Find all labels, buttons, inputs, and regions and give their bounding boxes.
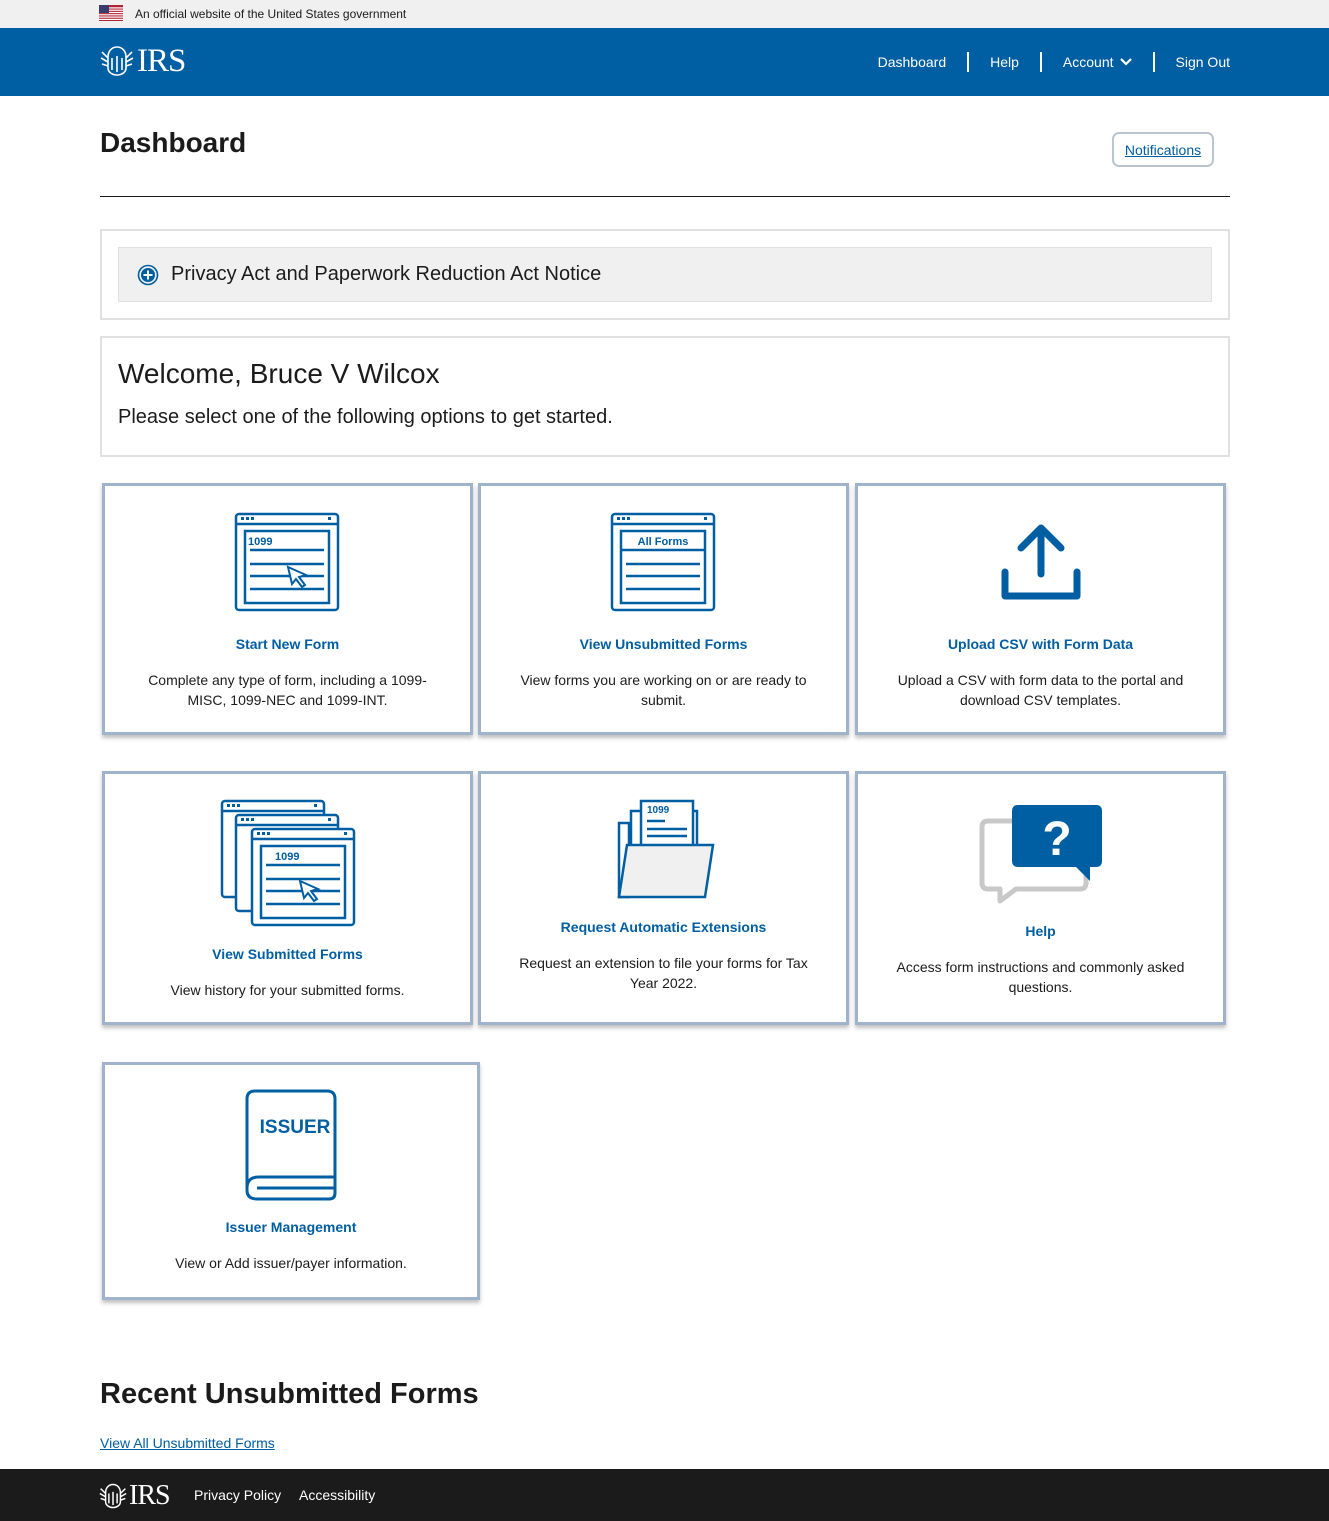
- card-title: View Submitted Forms: [212, 946, 363, 962]
- privacy-label: Privacy Act and Paperwork Reduction Act Notice: [171, 263, 602, 285]
- main-nav: [878, 52, 1230, 72]
- welcome-title: Welcome, Bruce V Wilcox: [118, 358, 440, 389]
- view-all-unsubmitted-link[interactable]: View All Unsubmitted Forms: [100, 1435, 275, 1451]
- card-issuer-management[interactable]: [102, 1062, 480, 1300]
- card-description: Access form instructions and commonly asked questions.: [896, 959, 1185, 995]
- welcome-panel: [100, 336, 1230, 457]
- card-title: View Unsubmitted Forms: [579, 636, 748, 652]
- title-divider: [100, 196, 1230, 197]
- irs-logo[interactable]: [99, 44, 185, 78]
- icon-label-issuer: ISSUER: [259, 1117, 331, 1138]
- nav-dashboard-label: Dashboard: [877, 54, 947, 70]
- icon-label-1099: 1099: [274, 851, 299, 863]
- card-description: View forms you are working on or are ready to submit.: [520, 672, 807, 708]
- icon-label-all-forms: All Forms: [637, 536, 688, 548]
- us-flag-icon: [99, 5, 123, 21]
- card-request-extensions[interactable]: [478, 771, 849, 1025]
- card-title: Request Automatic Extensions: [560, 919, 767, 935]
- recent-section-title: Recent Unsubmitted Forms: [100, 1378, 479, 1410]
- card-description: View or Add issuer/payer information.: [175, 1255, 407, 1271]
- card-description: Upload a CSV with form data to the portal and download CSV templates.: [897, 672, 1184, 708]
- gov-banner-text: An official website of the United States government: [135, 7, 407, 21]
- nav-help[interactable]: [967, 52, 1040, 72]
- icon-label-question: ?: [1041, 813, 1072, 866]
- nav-dashboard[interactable]: [878, 52, 968, 72]
- card-title: Issuer Management: [225, 1219, 357, 1235]
- plus-circle-icon: [137, 264, 159, 286]
- footer-logo-text: IRS: [129, 1480, 170, 1511]
- card-description: Request an extension to file your forms for Tax Year 2022.: [519, 955, 808, 991]
- card-help[interactable]: [855, 771, 1226, 1025]
- footer-accessibility-link[interactable]: Accessibility: [299, 1487, 376, 1503]
- card-title: Help: [1025, 923, 1056, 939]
- page-title: Dashboard: [100, 127, 247, 158]
- question-chat-icon: [978, 801, 1104, 905]
- nav-sign-out[interactable]: [1153, 52, 1230, 72]
- footer-irs-logo[interactable]: [98, 1480, 170, 1512]
- site-header: [0, 28, 1329, 96]
- card-view-submitted-forms[interactable]: [102, 771, 473, 1025]
- chevron-down-icon: [1120, 58, 1132, 66]
- card-description: Complete any type of form, including a 1099-MISC, 1099-NEC and 1099-INT.: [148, 672, 427, 708]
- notifications-button[interactable]: Notifications: [1112, 132, 1214, 167]
- privacy-accordion-toggle[interactable]: [118, 247, 1212, 302]
- stacked-forms-icon: [220, 799, 356, 927]
- eagle-logo-icon: [99, 44, 135, 78]
- welcome-subtitle: Please select one of the following options to get started.: [118, 406, 613, 428]
- privacy-accordion: [100, 229, 1230, 320]
- card-title: Upload CSV with Form Data: [947, 636, 1134, 652]
- upload-icon: [999, 522, 1083, 604]
- nav-help-label: Help: [990, 54, 1019, 70]
- folder-form-icon: [613, 799, 715, 903]
- gov-banner: [0, 0, 1329, 28]
- footer-privacy-policy-link[interactable]: Privacy Policy: [194, 1487, 282, 1503]
- card-description: View history for your submitted forms.: [170, 982, 405, 998]
- new-form-icon: [234, 512, 342, 614]
- nav-account[interactable]: [1040, 52, 1153, 72]
- card-view-unsubmitted-forms[interactable]: [478, 483, 849, 735]
- logo-text: IRS: [137, 43, 186, 79]
- card-upload-csv[interactable]: [855, 483, 1226, 735]
- issuer-book-icon: [243, 1089, 339, 1201]
- nav-account-label: Account: [1062, 54, 1114, 70]
- site-footer: [0, 1469, 1329, 1521]
- card-start-new-form[interactable]: [102, 483, 473, 735]
- icon-label-1099: 1099: [247, 536, 272, 548]
- eagle-logo-icon: [98, 1482, 128, 1510]
- nav-sign-out-label: Sign Out: [1175, 54, 1230, 70]
- card-title: Start New Form: [235, 636, 340, 652]
- all-forms-icon: [610, 512, 718, 614]
- icon-label-1099: 1099: [646, 805, 669, 816]
